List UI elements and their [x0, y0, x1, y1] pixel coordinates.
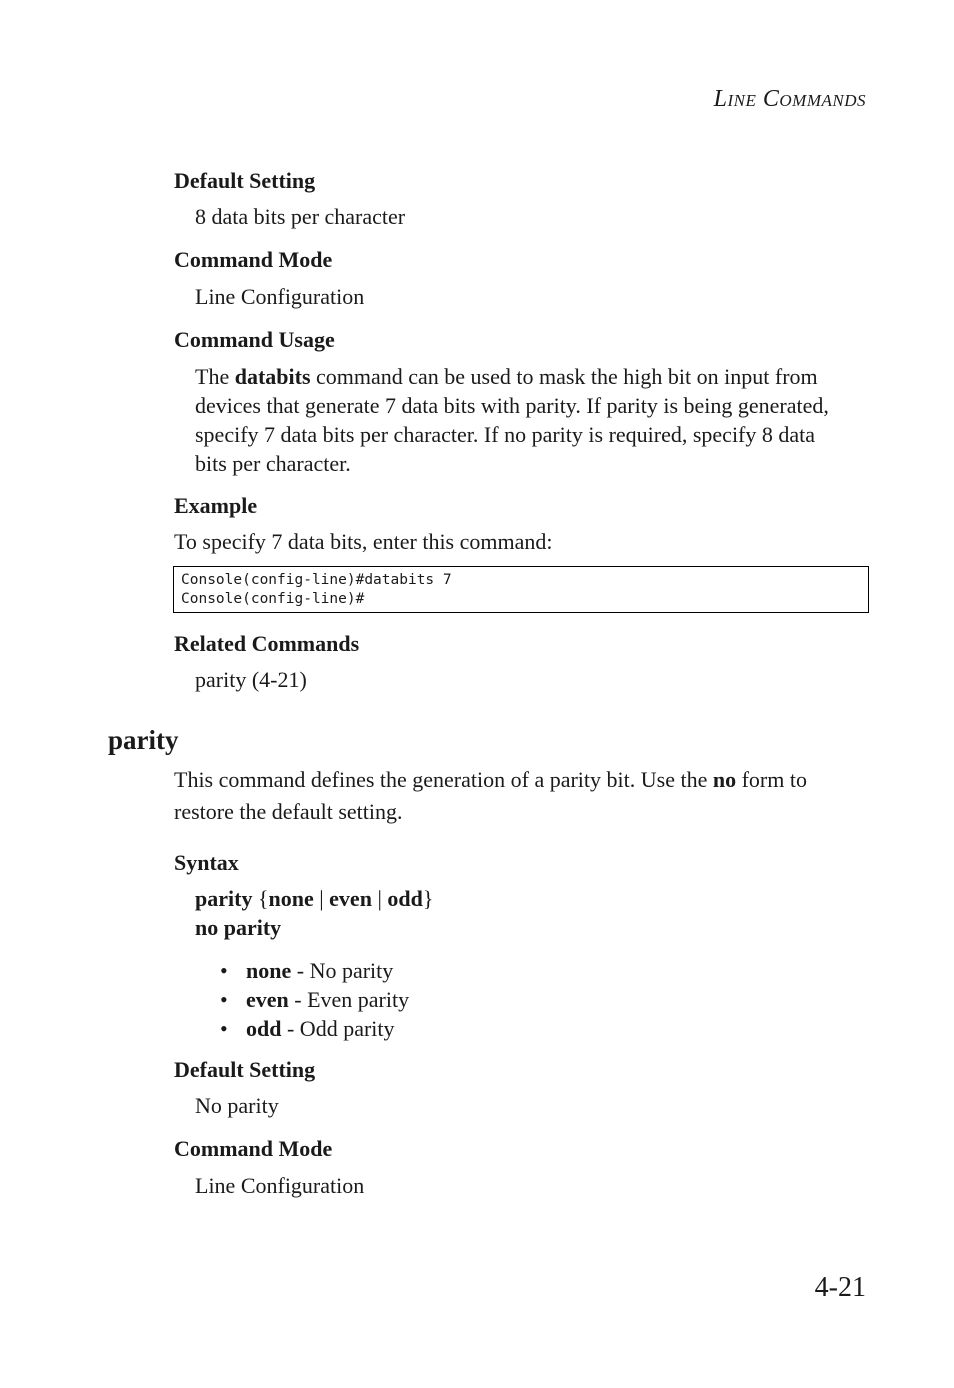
syntax-heading: Syntax [174, 850, 239, 875]
code-line: Console(config-line)# [181, 591, 365, 607]
related-commands-link[interactable]: parity (4-21) [195, 667, 307, 692]
desc-no-keyword: no [712, 767, 737, 792]
syntax-even: even [329, 886, 372, 911]
parity-description [174, 764, 864, 828]
code-example [173, 566, 869, 613]
option-name: odd [246, 1016, 282, 1041]
option-desc: - Odd parity [281, 1016, 395, 1041]
parity-default-value: No parity [195, 1093, 279, 1118]
code-line: Console(config-line)#databits 7 [181, 572, 452, 588]
bullet-icon: • [220, 958, 228, 983]
default-setting-value: 8 data bits per character [195, 204, 406, 229]
syntax-parity [195, 886, 433, 912]
option-desc: - Even parity [288, 987, 410, 1012]
page-number: 4-21 [814, 1272, 866, 1303]
example-intro: To specify 7 data bits, enter this command: [174, 529, 553, 554]
syntax-odd: odd [387, 886, 423, 911]
syntax-separator: | [371, 886, 388, 911]
parity-default-heading: Default Setting [174, 1057, 316, 1082]
syntax-no-parity: no parity [195, 915, 282, 940]
parity-options-list [220, 956, 409, 1043]
bullet-icon: • [220, 987, 228, 1012]
example-heading: Example [174, 493, 258, 518]
syntax-none: none [268, 886, 314, 911]
command-mode-value: Line Configuration [195, 284, 365, 309]
parity-mode-value: Line Configuration [195, 1173, 365, 1198]
command-usage-text [195, 362, 835, 478]
default-setting-heading: Default Setting [174, 168, 316, 193]
syntax-cmd: parity [195, 886, 253, 911]
desc-post: form to restore the default setting. [174, 767, 807, 824]
syntax-separator: | [313, 886, 330, 911]
option-name: none [246, 958, 292, 983]
usage-text-post: command can be used to mask the high bit on input from devices that generate 7 data bits with parity. If parity is being generated, specify 7 data bits per character. If no parity is required, specify 8 data bits per character. [195, 364, 829, 476]
running-header: Line Commands [713, 86, 866, 112]
related-commands-heading: Related Commands [174, 631, 360, 656]
bullet-icon: • [220, 1016, 228, 1041]
usage-text-pre: The [195, 364, 235, 389]
option-desc: - No parity [291, 958, 394, 983]
list-item [220, 985, 409, 1014]
command-usage-heading: Command Usage [174, 327, 335, 352]
syntax-brace: } [422, 886, 434, 911]
parity-mode-heading: Command Mode [174, 1136, 333, 1161]
section-title-parity: parity [108, 725, 179, 755]
list-item [220, 956, 409, 985]
list-item [220, 1014, 409, 1043]
option-name: even [246, 987, 289, 1012]
syntax-brace: { [252, 886, 269, 911]
usage-command-name: databits [234, 364, 311, 389]
command-mode-heading: Command Mode [174, 247, 333, 272]
desc-pre: This command defines the generation of a parity bit. Use the [174, 767, 713, 792]
